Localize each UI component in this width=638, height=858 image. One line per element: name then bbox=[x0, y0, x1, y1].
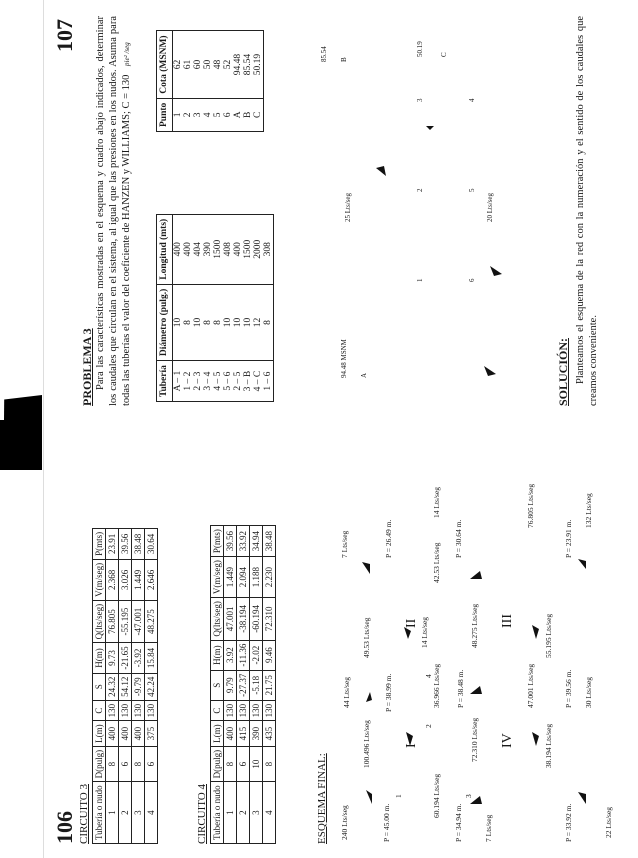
table-header-row bbox=[157, 214, 173, 401]
cell: C bbox=[253, 98, 264, 131]
flow-label: 240 Lts/seg bbox=[340, 805, 349, 840]
flow-label: 132 Lts/seg bbox=[584, 493, 593, 528]
table-row bbox=[213, 31, 223, 132]
pressure-label: P = 34.94 m. bbox=[454, 803, 463, 842]
sketch-label: 85.54 bbox=[320, 46, 328, 62]
cell: 8 bbox=[263, 746, 276, 782]
cell: 30.64 bbox=[145, 528, 158, 559]
pressure-label: P = 45.00 m. bbox=[382, 803, 391, 842]
table-row bbox=[224, 526, 237, 844]
flow-label: 38.194 Lts/seg bbox=[544, 723, 553, 768]
cell: 52 bbox=[223, 31, 233, 98]
flow-arrow bbox=[362, 562, 370, 574]
right-page-content bbox=[44, 0, 638, 432]
page-number: 107 bbox=[52, 19, 77, 52]
table-row bbox=[132, 528, 145, 843]
cell: 6 bbox=[223, 98, 233, 131]
cell: 408 bbox=[223, 214, 233, 284]
cell: 9.79 bbox=[224, 670, 237, 700]
cell: 2.094 bbox=[237, 557, 250, 598]
cell: 24.32 bbox=[106, 673, 119, 700]
pipe-number: 4 bbox=[424, 674, 433, 678]
col-header: Longitud (mts) bbox=[157, 214, 173, 284]
table-row bbox=[243, 214, 253, 401]
cell: -47.001 bbox=[132, 600, 145, 643]
col-header: Q(lts/seg) bbox=[211, 598, 224, 641]
cell: B bbox=[243, 98, 253, 131]
cell: 48 bbox=[213, 31, 223, 98]
circuito3-title: CIRCUITO 3 bbox=[78, 784, 90, 844]
flow-arrow bbox=[484, 366, 496, 376]
cell: 2 bbox=[237, 782, 250, 844]
col-header: P(mts) bbox=[211, 526, 224, 557]
cell: 47.001 bbox=[224, 598, 237, 641]
flow-arrow bbox=[578, 559, 586, 569]
node-label: 1 bbox=[416, 278, 424, 282]
cell: 8 bbox=[132, 746, 145, 782]
table-row bbox=[203, 31, 213, 132]
table-row bbox=[263, 214, 274, 401]
col-header: Tubería o nudo bbox=[211, 782, 224, 844]
cell: 9.73 bbox=[106, 643, 119, 673]
table-row bbox=[237, 526, 250, 844]
pressure-label: P = 38.99 m. bbox=[384, 673, 393, 712]
table-row bbox=[213, 214, 223, 401]
cell: 21.75 bbox=[263, 670, 276, 700]
cell: -27.37 bbox=[237, 670, 250, 700]
cell: 390 bbox=[250, 721, 263, 747]
cell: 1500 bbox=[213, 214, 223, 284]
cell: 400 bbox=[119, 721, 132, 747]
flow-label: 72.310 Lts/seg bbox=[470, 717, 479, 762]
cell: A bbox=[233, 98, 243, 131]
cell: 3 bbox=[132, 782, 145, 844]
cell: 6 bbox=[237, 746, 250, 782]
cell: 39.56 bbox=[119, 528, 132, 559]
cell: 404 bbox=[193, 214, 203, 284]
solution-text: Planteamos el esquema de la red con la numeración y el sentido de los caudales que creamos conveniente. bbox=[575, 16, 599, 406]
cell: 4 bbox=[203, 98, 213, 131]
cell: -3.92 bbox=[132, 643, 145, 673]
table-header-row bbox=[211, 526, 224, 844]
cell: 2 bbox=[183, 98, 193, 131]
node-label: 3 bbox=[416, 98, 424, 102]
cell: 130 bbox=[106, 700, 119, 721]
cell: 130 bbox=[263, 700, 276, 721]
flow-label: 30 Lts/seg bbox=[584, 676, 593, 708]
sketch-label: 50.19 bbox=[416, 41, 424, 57]
cell: 400 bbox=[224, 721, 237, 747]
pressure-label: P = 33.92 m. bbox=[564, 803, 573, 842]
cell: 400 bbox=[233, 214, 243, 284]
pressure-label: P = 26.49 m. bbox=[384, 519, 393, 558]
table-header-row bbox=[157, 31, 173, 132]
cell: 400 bbox=[132, 721, 145, 747]
cell: 34.94 bbox=[250, 526, 263, 557]
cell: 2.230 bbox=[263, 557, 276, 598]
flow-label: 55.195 Lts/seg bbox=[544, 613, 553, 658]
table-row bbox=[263, 526, 276, 844]
cell: -2.02 bbox=[250, 640, 263, 670]
flow-arrow bbox=[532, 625, 539, 639]
table-row bbox=[203, 214, 213, 401]
cell: -60.194 bbox=[250, 598, 263, 641]
cell: 1 bbox=[106, 782, 119, 844]
pipe-number: 1 bbox=[394, 794, 403, 798]
flow-label: 47.001 Lts/seg bbox=[526, 663, 535, 708]
cell: 1 bbox=[224, 782, 237, 844]
flow-label: 49.53 Lts/seg bbox=[362, 617, 371, 658]
cell: 10 bbox=[193, 284, 203, 360]
cell: 48.275 bbox=[145, 600, 158, 643]
col-header: C bbox=[93, 700, 106, 721]
cell: 2 bbox=[119, 782, 132, 844]
cell: 60 bbox=[193, 31, 203, 98]
cell: 2.646 bbox=[145, 559, 158, 600]
col-header: L(m) bbox=[211, 721, 224, 747]
flow-arrow bbox=[376, 166, 386, 176]
cell: 415 bbox=[237, 721, 250, 747]
problem-title: PROBLEMA 3 bbox=[80, 328, 94, 406]
flow-label: 36.966 Lts/seg bbox=[432, 663, 441, 708]
table-row bbox=[173, 214, 184, 401]
cell: -11.36 bbox=[237, 640, 250, 670]
cell: 4 – C bbox=[253, 361, 263, 402]
cell: 54.12 bbox=[119, 673, 132, 700]
cell: 2 – 3 bbox=[193, 361, 203, 402]
cell: 5 bbox=[213, 98, 223, 131]
cell: 8 bbox=[106, 746, 119, 782]
col-header: V(m/seg) bbox=[93, 559, 106, 600]
cell: 50 bbox=[203, 31, 213, 98]
flow-arrow bbox=[404, 627, 411, 639]
cell: 8 bbox=[213, 284, 223, 360]
col-header: H(m) bbox=[211, 640, 224, 670]
pipes-table bbox=[156, 214, 274, 402]
table-row bbox=[119, 528, 132, 843]
node-label: 5 bbox=[468, 188, 476, 192]
cell: 15.84 bbox=[145, 643, 158, 673]
flow-arrow bbox=[366, 790, 372, 804]
pressure-label: P = 23.91 m. bbox=[564, 519, 573, 558]
cell: 3.92 bbox=[224, 640, 237, 670]
table-row bbox=[145, 528, 158, 843]
cell: -9.79 bbox=[132, 673, 145, 700]
cell: 400 bbox=[173, 214, 184, 284]
col-header: H(m) bbox=[93, 643, 106, 673]
cell: 10 bbox=[250, 746, 263, 782]
table-row bbox=[253, 214, 263, 401]
flow-label: 20 Lts/seg bbox=[486, 193, 494, 222]
table-row bbox=[183, 31, 193, 132]
cell: -21.65 bbox=[119, 643, 132, 673]
flow-arrow bbox=[426, 126, 434, 130]
col-header: Tubería o nudo bbox=[93, 782, 106, 844]
cell: 3.026 bbox=[119, 559, 132, 600]
cell: 94.48 bbox=[233, 31, 243, 98]
col-header: S bbox=[93, 673, 106, 700]
cell: 85.54 bbox=[243, 31, 253, 98]
cell: 130 bbox=[132, 700, 145, 721]
table-row bbox=[193, 214, 203, 401]
table-row bbox=[243, 31, 253, 132]
pressure-label: P = 30.64 m. bbox=[454, 519, 463, 558]
cell: 42.24 bbox=[145, 673, 158, 700]
cell: 8 bbox=[224, 746, 237, 782]
cell: 2000 bbox=[253, 214, 263, 284]
table-row bbox=[223, 31, 233, 132]
col-header: P(mts) bbox=[93, 528, 106, 559]
circuito4-table bbox=[210, 525, 276, 844]
pipe-number: 2 bbox=[424, 724, 433, 728]
left-page-content bbox=[44, 432, 638, 858]
points-table bbox=[156, 30, 264, 132]
table-row bbox=[250, 526, 263, 844]
cell: 3 bbox=[250, 782, 263, 844]
flow-arrow bbox=[470, 571, 482, 579]
cell: 130 bbox=[119, 700, 132, 721]
flow-label: 100.496 Lts/seg bbox=[362, 720, 371, 768]
col-header: Tubería bbox=[157, 361, 173, 402]
statement-note: pie² /seg bbox=[123, 42, 131, 66]
flow-label: 7 Lts/seg bbox=[340, 530, 349, 558]
circuito3-table bbox=[92, 528, 158, 844]
flow-label: 48.275 Lts/seg bbox=[470, 603, 479, 648]
page-number: 106 bbox=[52, 811, 77, 844]
table-header-row bbox=[93, 528, 106, 843]
cell: 3 – B bbox=[243, 361, 253, 402]
cell: 435 bbox=[263, 721, 276, 747]
cell: A – 1 bbox=[173, 361, 184, 402]
flow-label: 14 Lts/seg bbox=[420, 616, 429, 648]
cell: 10 bbox=[173, 284, 184, 360]
col-header: Diámetro (pulg.) bbox=[157, 284, 173, 360]
right-page bbox=[44, 0, 638, 432]
col-header: D(pulg) bbox=[211, 746, 224, 782]
cell: 10 bbox=[243, 284, 253, 360]
cell: 130 bbox=[237, 700, 250, 721]
sketch-label: A bbox=[360, 372, 368, 378]
cell: 1 bbox=[173, 98, 184, 131]
pressure-label: P = 39.56 m. bbox=[564, 669, 573, 708]
col-header: Punto bbox=[157, 98, 173, 131]
flow-arrow bbox=[578, 792, 586, 804]
cell: 130 bbox=[224, 700, 237, 721]
cell: 33.92 bbox=[237, 526, 250, 557]
cell: 1500 bbox=[243, 214, 253, 284]
node-label: 6 bbox=[468, 278, 476, 282]
col-header: L(m) bbox=[93, 721, 106, 747]
col-header: D(pulg) bbox=[93, 746, 106, 782]
circuit-label: II bbox=[404, 618, 419, 628]
flow-arrow bbox=[366, 692, 372, 702]
cell: 10 bbox=[233, 284, 243, 360]
cell: 8 bbox=[263, 284, 274, 360]
esquema-final-title: ESQUEMA FINAL: bbox=[316, 753, 328, 844]
table-row bbox=[253, 31, 264, 132]
col-header: Cota (MSNM) bbox=[157, 31, 173, 98]
table-row bbox=[233, 214, 243, 401]
cell: 4 – 5 bbox=[213, 361, 223, 402]
cell: 400 bbox=[106, 721, 119, 747]
flow-label: 7 Lts/seg bbox=[484, 814, 493, 842]
col-header: V(m/seg) bbox=[211, 557, 224, 598]
cell: 130 bbox=[145, 700, 158, 721]
circuito4-title: CIRCUITO 4 bbox=[196, 784, 208, 844]
cell: 1.449 bbox=[224, 557, 237, 598]
sketch-label: B bbox=[340, 57, 348, 62]
cell: 4 bbox=[263, 782, 276, 844]
cell: 308 bbox=[263, 214, 274, 284]
flow-label: 76.805 Lts/seg bbox=[526, 483, 535, 528]
cell: 2 – 5 bbox=[233, 361, 243, 402]
circuit-label: III bbox=[500, 614, 515, 628]
cell: 5 – 6 bbox=[223, 361, 233, 402]
table-row bbox=[193, 31, 203, 132]
cell: 50.19 bbox=[253, 31, 264, 98]
cell: 4 bbox=[145, 782, 158, 844]
statement-text: Para las características mostradas en el esquema y cuadro abajo indicados, determinar los caudales que circulan en el sistema, al igual que las presiones en los nudos. Asuma para todas las tuberías el valor del coeficiente de HANZEN y WILLIAMS; C = 130 bbox=[95, 16, 132, 406]
cell: 400 bbox=[183, 214, 193, 284]
solution-title: SOLUCIÓN: bbox=[556, 337, 570, 406]
col-header: C bbox=[211, 700, 224, 721]
cell: 39.56 bbox=[224, 526, 237, 557]
cell: 6 bbox=[119, 746, 132, 782]
cell: 390 bbox=[203, 214, 213, 284]
cell: 23.91 bbox=[106, 528, 119, 559]
cell: 6 bbox=[145, 746, 158, 782]
cell: -38.194 bbox=[237, 598, 250, 641]
cell: 8 bbox=[203, 284, 213, 360]
cell: 1 – 6 bbox=[263, 361, 274, 402]
pressure-label: P = 38.48 m. bbox=[456, 669, 465, 708]
cell: 3 bbox=[193, 98, 203, 131]
flow-label: 44 Lts/seg bbox=[342, 676, 351, 708]
pipe-number: 3 bbox=[464, 794, 473, 798]
flow-label: 60.194 Lts/seg bbox=[432, 773, 441, 818]
col-header: S bbox=[211, 670, 224, 700]
cell: -5.18 bbox=[250, 670, 263, 700]
table-row bbox=[173, 31, 184, 132]
cell: 1.449 bbox=[132, 559, 145, 600]
problem-statement bbox=[94, 16, 134, 406]
cell: 1 – 2 bbox=[183, 361, 193, 402]
cell: -55.195 bbox=[119, 600, 132, 643]
cell: 2.368 bbox=[106, 559, 119, 600]
circuit-label: I bbox=[404, 743, 419, 748]
node-label: 4 bbox=[468, 98, 476, 102]
cell: 76.805 bbox=[106, 600, 119, 643]
flow-label: 22 Lts/seg bbox=[604, 806, 613, 838]
cell: 12 bbox=[253, 284, 263, 360]
cell: 8 bbox=[183, 284, 193, 360]
col-header: Q(lts/seg) bbox=[93, 600, 106, 643]
cell: 10 bbox=[223, 284, 233, 360]
flow-label: 25 Lts/seg bbox=[344, 193, 352, 222]
cell: 130 bbox=[250, 700, 263, 721]
flow-label: 14 Lts/seg bbox=[432, 486, 441, 518]
flow-label: 42.53 Lts/seg bbox=[432, 542, 441, 583]
table-row bbox=[233, 31, 243, 132]
cell: 38.48 bbox=[263, 526, 276, 557]
cell: 61 bbox=[183, 31, 193, 98]
cell: 38.48 bbox=[132, 528, 145, 559]
flow-arrow bbox=[490, 266, 502, 276]
circuit-label: IV bbox=[500, 733, 515, 748]
cell: 1.188 bbox=[250, 557, 263, 598]
cell: 375 bbox=[145, 721, 158, 747]
cell: 9.46 bbox=[263, 640, 276, 670]
sketch-label: C bbox=[440, 52, 448, 57]
left-page bbox=[44, 432, 638, 858]
cell: 3 – 4 bbox=[203, 361, 213, 402]
cell: 62 bbox=[173, 31, 184, 98]
flow-arrow bbox=[532, 732, 539, 746]
flow-arrow bbox=[470, 686, 482, 694]
sketch-label: 94.48 MSNM bbox=[340, 339, 348, 378]
table-row bbox=[183, 214, 193, 401]
table-row bbox=[106, 528, 119, 843]
cell: 72.310 bbox=[263, 598, 276, 641]
table-row bbox=[223, 214, 233, 401]
node-label: 2 bbox=[416, 188, 424, 192]
